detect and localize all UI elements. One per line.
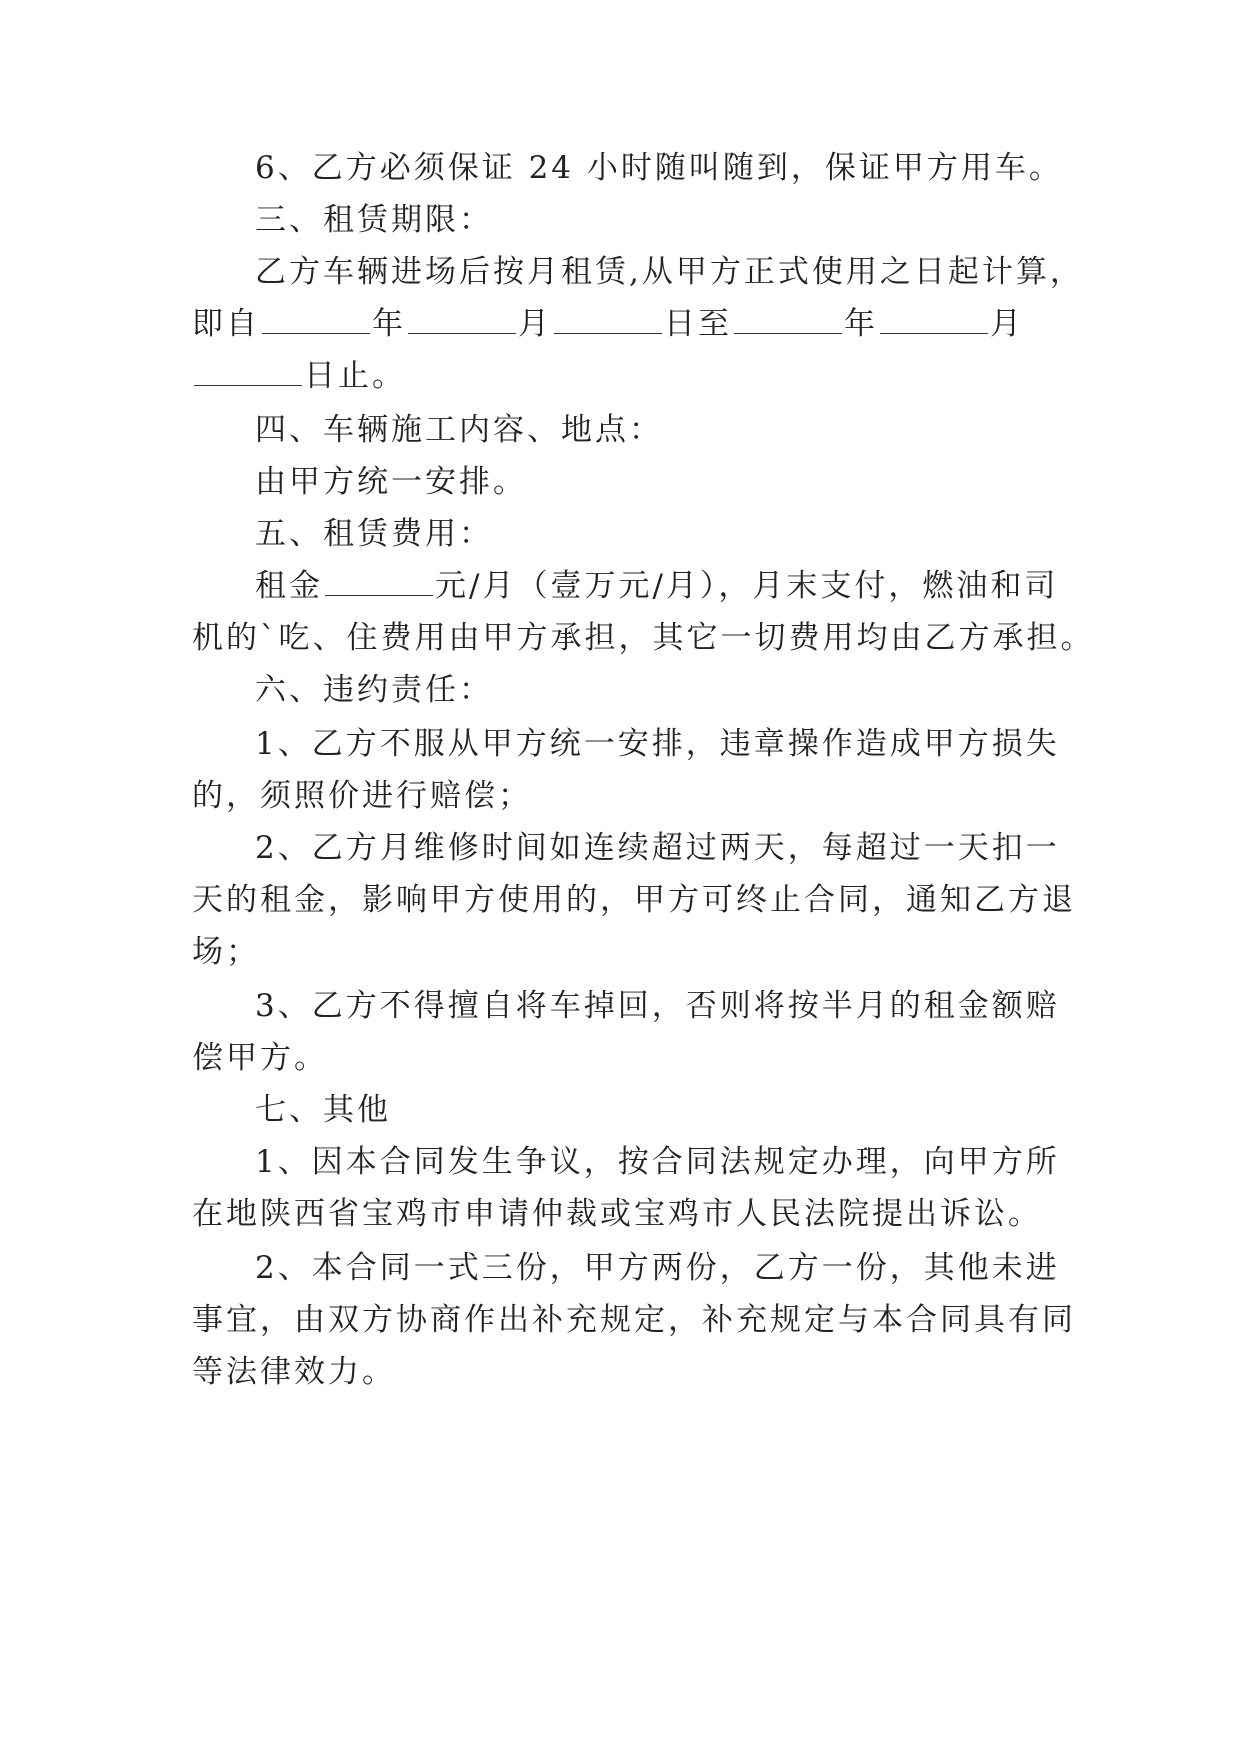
rent-line <box>255 566 1155 606</box>
clause-text: 事宜，由双方协商作出补充规定，补充规定与本合同具有同 <box>192 1302 1076 1338</box>
section-heading: 四、车辆施工内容、地点： <box>255 412 663 448</box>
clause-text: 1、乙方不服从甲方统一安排，违章操作造成甲方损失 <box>255 726 1060 762</box>
fill-blank[interactable] <box>262 307 370 334</box>
period-prefix: 即自 <box>192 306 260 342</box>
section-heading: 七、其他 <box>255 1092 391 1128</box>
fill-blank[interactable] <box>194 359 302 386</box>
clause-text: 天的租金，影响甲方使用的，甲方可终止合同，通知乙方退 <box>192 882 1076 918</box>
clause-text: 乙方车辆进场后按月租赁,从甲方正式使用之日起计算， <box>255 254 1084 290</box>
rent-suffix: 元/月（壹万元/月），月末支付，燃油和司 <box>435 568 1059 604</box>
period-end: 日止。 <box>304 358 406 394</box>
period-month: 月 <box>518 306 552 342</box>
period-year: 年 <box>372 306 406 342</box>
clause-text: 机的`吃、住费用由甲方承担，其它一切费用均由乙方承担。 <box>192 620 1095 656</box>
fill-blank[interactable] <box>325 569 433 596</box>
lease-period-line <box>192 304 1092 344</box>
clause-text: 等法律效力。 <box>192 1354 396 1390</box>
fill-blank[interactable] <box>880 307 988 334</box>
period-year-2: 年 <box>844 306 878 342</box>
section-heading: 三、租赁期限： <box>255 202 493 238</box>
fill-blank[interactable] <box>408 307 516 334</box>
clause-text: 在地陕西省宝鸡市申请仲裁或宝鸡市人民法院提出诉讼。 <box>192 1196 1042 1232</box>
clause-text: 的，须照价进行赔偿； <box>192 778 532 814</box>
clause-text: 2、乙方月维修时间如连续超过两天，每超过一天扣一 <box>255 830 1060 866</box>
rent-prefix: 租金 <box>255 568 323 604</box>
clause-text: 偿甲方。 <box>192 1040 328 1076</box>
period-day-to: 日至 <box>664 306 732 342</box>
clause-text: 3、乙方不得擅自将车掉回，否则将按半月的租金额赔 <box>255 988 1060 1024</box>
period-month-2: 月 <box>990 306 1024 342</box>
clause-text: 6、乙方必须保证 24 小时随叫随到，保证甲方用车。 <box>255 150 1063 186</box>
clause-text: 由甲方统一安排。 <box>255 464 527 500</box>
clause-text: 1、因本合同发生争议，按合同法规定办理，向甲方所 <box>255 1144 1060 1180</box>
fill-blank[interactable] <box>734 307 842 334</box>
section-heading: 六、违约责任： <box>255 672 493 708</box>
section-heading: 五、租赁费用： <box>255 516 493 552</box>
clause-text: 场； <box>192 934 260 970</box>
lease-period-end-line <box>192 356 1092 396</box>
clause-text: 2、本合同一式三份，甲方两份，乙方一份，其他未进 <box>255 1250 1060 1286</box>
fill-blank[interactable] <box>554 307 662 334</box>
